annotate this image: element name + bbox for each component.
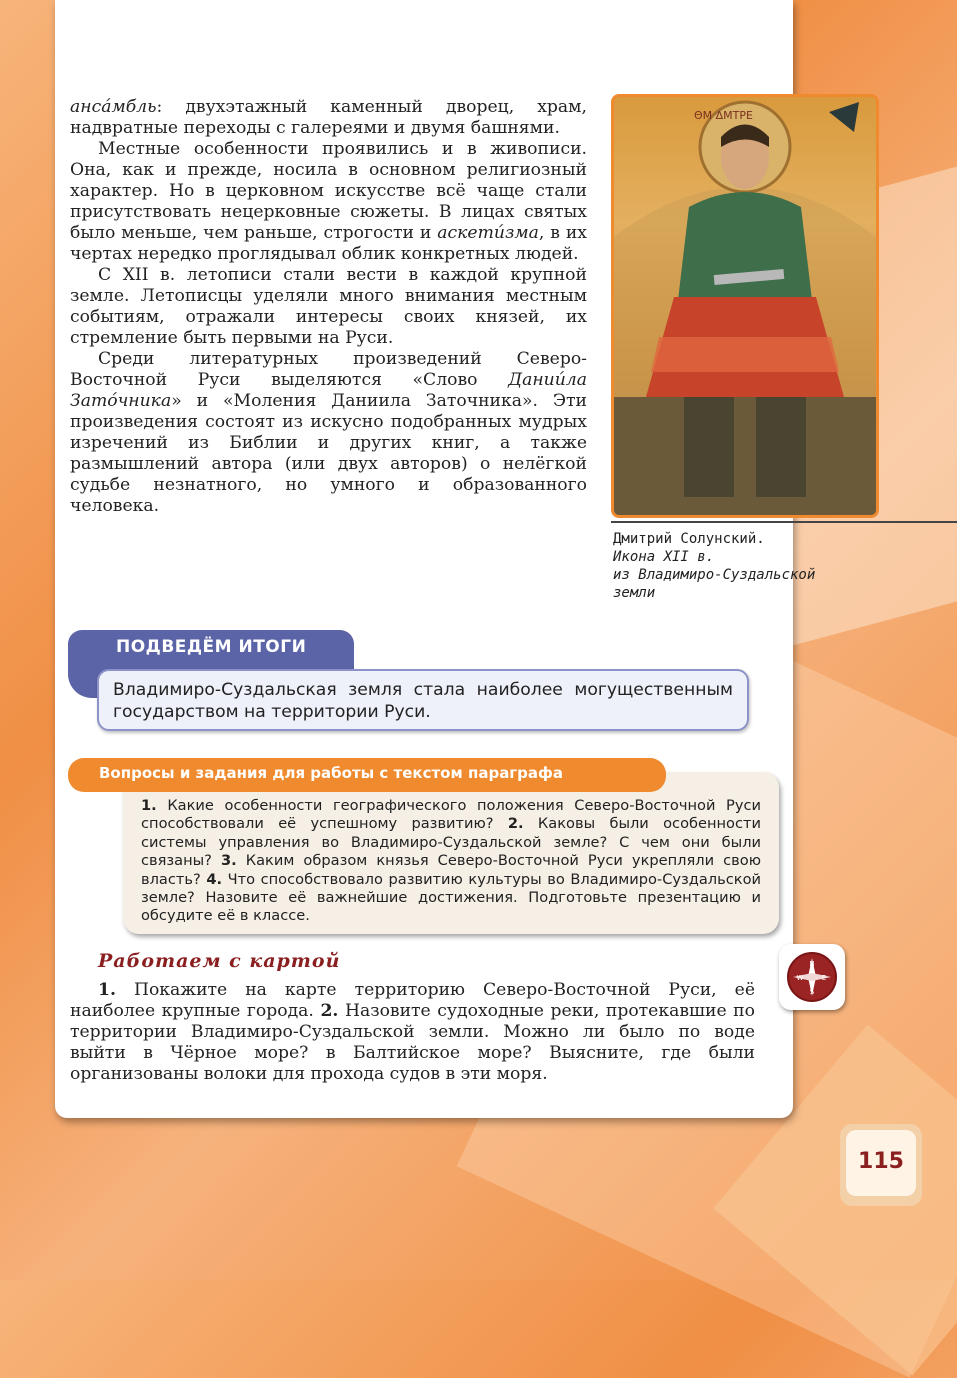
paragraph-4 bbox=[70, 349, 587, 517]
map-task-heading: Работаем с картой bbox=[98, 950, 341, 972]
term-daniil: Даниúла Затóчника bbox=[70, 370, 587, 411]
questions-text bbox=[141, 797, 761, 926]
question-text: Какие особенности географического положения Северо-Восточной Руси способствовали её успешному развитию? bbox=[141, 797, 761, 833]
paragraph-text: Местные особенности проявились и в живописи. Она, как и прежде, носила в основном религиозный характер. Но в церковном искусстве всё чаще стали присутствовать нецерковные сюжеты. В лицах святых было меньше, чем раньше, строгости и bbox=[70, 139, 587, 243]
caption-line: Икона XII в. bbox=[613, 549, 715, 565]
svg-text:W: W bbox=[796, 974, 804, 982]
question-number: 1. bbox=[141, 797, 157, 814]
question-text: Что способствовало развитию культуры во Владимиро-Суздальской земле? Назовите её важнейшие достижения. Подготовьте презентацию и обсудите её в классе. bbox=[141, 870, 761, 925]
question-text: Каковы были особенности системы управления во Владимиро-Суздальской земле? С чем они были связаны? bbox=[141, 815, 761, 870]
task-text: Покажите на карте территорию Северо-Восточной Руси, её наиболее крупные города. bbox=[70, 980, 755, 1021]
caption-title: Дмитрий Солунский. bbox=[613, 531, 765, 547]
svg-text:S: S bbox=[809, 988, 815, 996]
task-number: 1. bbox=[98, 980, 116, 1000]
paragraph-text: » и «Моления Даниила Заточника». Эти произведения состоят из искусно подобранных мудрых изречений из Библии и других книг, а также размышлений автора (или двух авторов) о нелёгкой судьбе незнатного, но умного и образованного человека. bbox=[70, 391, 587, 516]
svg-text:ΘΜ ΔΜΤΡΕ: ΘΜ ΔΜΤΡΕ bbox=[694, 109, 753, 122]
caption-line: из Владимиро-Суздальской bbox=[613, 567, 816, 583]
paragraph-text: Среди литературных произведений Северо-Восточной Руси выделяются «Слово bbox=[70, 349, 587, 390]
task-text: Назовите судоходные реки, протекавшие по территории Владимиро-Суздальской земли. Можно ли было по воде выйти в Чёрное море? в Балтийское море? Выясните, где были организованы волоки для прохода судов в эти моря. bbox=[70, 1001, 755, 1084]
term-asceticism: аскетúзма bbox=[437, 223, 539, 243]
paragraph-text: , в их чертах нередко проглядывал облик конкретных людей. bbox=[70, 223, 588, 264]
term-ensemble: ансáмбль bbox=[70, 97, 157, 117]
summary-text: Владимиро-Суздальская земля стала наиболее могущественным государством на территории Руси. bbox=[113, 680, 733, 722]
main-text bbox=[70, 97, 587, 517]
paragraph-3: С XII в. летописи стали вести в каждой крупной земле. Летописцы уделяли много внимания местным событиям, отражали интересы своих князей, их стремление быть первыми на Руси. bbox=[70, 265, 587, 348]
paragraph-1 bbox=[70, 97, 587, 139]
paragraph-text: : двухэтажный каменный дворец, храм, надвратные переходы с галереями и двумя башнями. bbox=[70, 97, 587, 138]
question-number: 3. bbox=[220, 852, 237, 870]
figure-caption bbox=[613, 530, 873, 602]
summary-box bbox=[97, 669, 749, 731]
paragraph-2 bbox=[70, 139, 587, 265]
questions-box bbox=[123, 772, 779, 934]
page-number: 115 bbox=[846, 1130, 916, 1196]
compass-icon bbox=[779, 944, 845, 1010]
svg-text:E: E bbox=[821, 974, 827, 982]
map-task-text bbox=[70, 980, 755, 1085]
caption-line: земли bbox=[613, 585, 656, 601]
question-number: 2. bbox=[507, 815, 524, 833]
svg-text:N: N bbox=[809, 960, 815, 968]
question-number: 4. bbox=[206, 870, 223, 888]
questions-title: Вопросы и задания для работы с текстом параграфа bbox=[99, 764, 564, 782]
icon-image bbox=[611, 94, 879, 518]
caption-divider bbox=[611, 521, 957, 523]
question-text: Каким образом князья Северо-Восточной Руси укрепляли свою власть? bbox=[141, 852, 761, 888]
summary-title: ПОДВЕДЁМ ИТОГИ bbox=[116, 637, 307, 657]
task-number: 2. bbox=[320, 1001, 339, 1021]
